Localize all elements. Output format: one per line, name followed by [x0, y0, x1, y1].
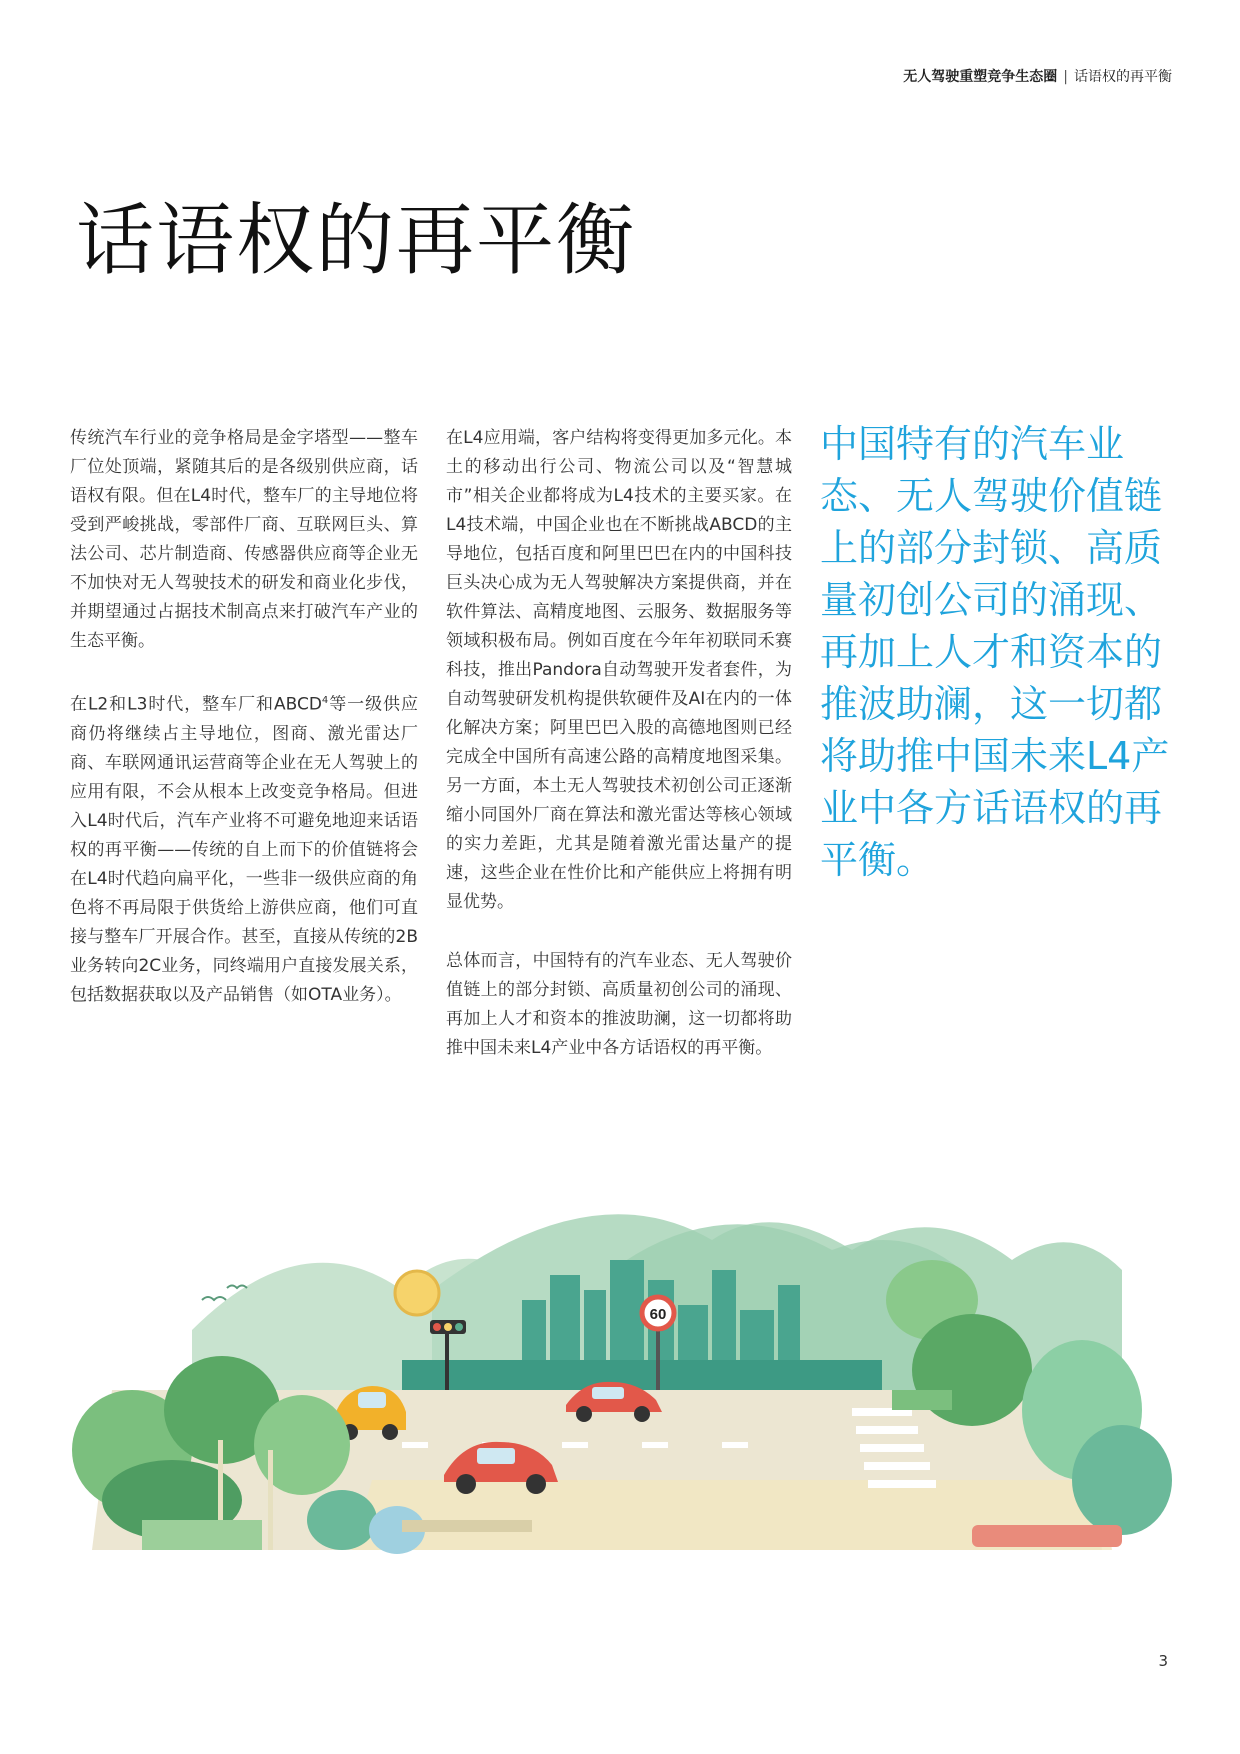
red-ground: [972, 1525, 1122, 1547]
bird: [227, 1286, 247, 1289]
running-head: [903, 66, 1172, 86]
page-title: 话语权的再平衡: [76, 196, 637, 286]
running-head-report-title: 无人驾驶重塑竞争生态圈: [903, 69, 1058, 85]
paragraph-text: 等一级供应商仍将继续占主导地位，图商、激光雷达厂商、车联网通讯运营商等企业在无人驾驶上的应用有限，不会从根本上改变竞争格局。但进入L4时代后，汽车产业将不可避免地迎来话语权的再平衡——传统的自上而下的价值链将会在L4时代趋向扁平化，一些非一级供应商的角色将不再局限于供货给上游供应商，他们可直接与整车厂开展合作。甚至，直接从传统的2B业务转向2C业务，同终端用户直接发展关系，包括数据获取以及产品销售（如OTA业务）。: [70, 694, 418, 1005]
body-column-2: [446, 424, 792, 1093]
city-road-illustration: [72, 1180, 1172, 1570]
footnote-marker: 4: [321, 695, 329, 706]
paragraph: [70, 686, 418, 1010]
page-number: 3: [1158, 1652, 1168, 1670]
running-head-section: 话语权的再平衡: [1074, 69, 1172, 85]
paragraph: 总体而言，中国特有的汽车业态、无人驾驶价值链上的部分封锁、高质量初创公司的涌现、再加上人才和资本的推波助澜，这一切都将助推中国未来L4产业中各方话语权的再平衡。: [446, 951, 792, 1058]
paragraph: 传统汽车行业的竞争格局是金字塔型——整车厂位处顶端，紧随其后的是各级别供应商，话语权有限。但在L4时代，整车厂的主导地位将受到严峻挑战，零部件厂商、互联网巨头、算法公司、芯片制造商、传感器供应商等企业无不加快对无人驾驶技术的研发和商业化步伐，并期望通过占据技术制高点来打破汽车产业的生态平衡。: [70, 428, 418, 651]
paragraph: 在L4应用端，客户结构将变得更加多元化。本土的移动出行公司、物流公司以及“智慧城市”相关企业都将成为L4技术的主要买家。在L4技术端，中国企业也在不断挑战ABCD的主导地位，包括百度和阿里巴巴在内的中国科技巨头决心成为无人驾驶解决方案提供商，并在软件算法、高精度地图、云服务、数据服务等领域积极布局。例如百度在今年年初联同禾赛科技，推出Pandora自动驾驶开发者套件，为自动驾驶研发机构提供软硬件及AI在内的一体化解决方案；阿里巴巴入股的高德地图则已经完成全中国所有高速公路的高精度地图采集。另一方面，本土无人驾驶技术初创公司正逐渐缩小同国外厂商在算法和激光雷达等核心领域的实力差距，尤其是随着激光雷达量产的提速，这些企业在性价比和产能供应上将拥有明显优势。: [446, 428, 792, 912]
bird: [202, 1297, 226, 1300]
running-head-separator: |: [1063, 69, 1068, 85]
body-column-1: [70, 424, 418, 1040]
paragraph-text: 在L2和L3时代，整车厂和ABCD: [70, 694, 322, 715]
sun: [395, 1271, 439, 1315]
path: [402, 1520, 532, 1532]
speed-limit-value: 60: [649, 1306, 667, 1323]
pull-quote: 中国特有的汽车业态、无人驾驶价值链上的部分封锁、高质量初创公司的涌现、再加上人才和资本的推波助澜，这一切都将助推中国未来L4产业中各方话语权的再平衡。: [820, 422, 1170, 882]
